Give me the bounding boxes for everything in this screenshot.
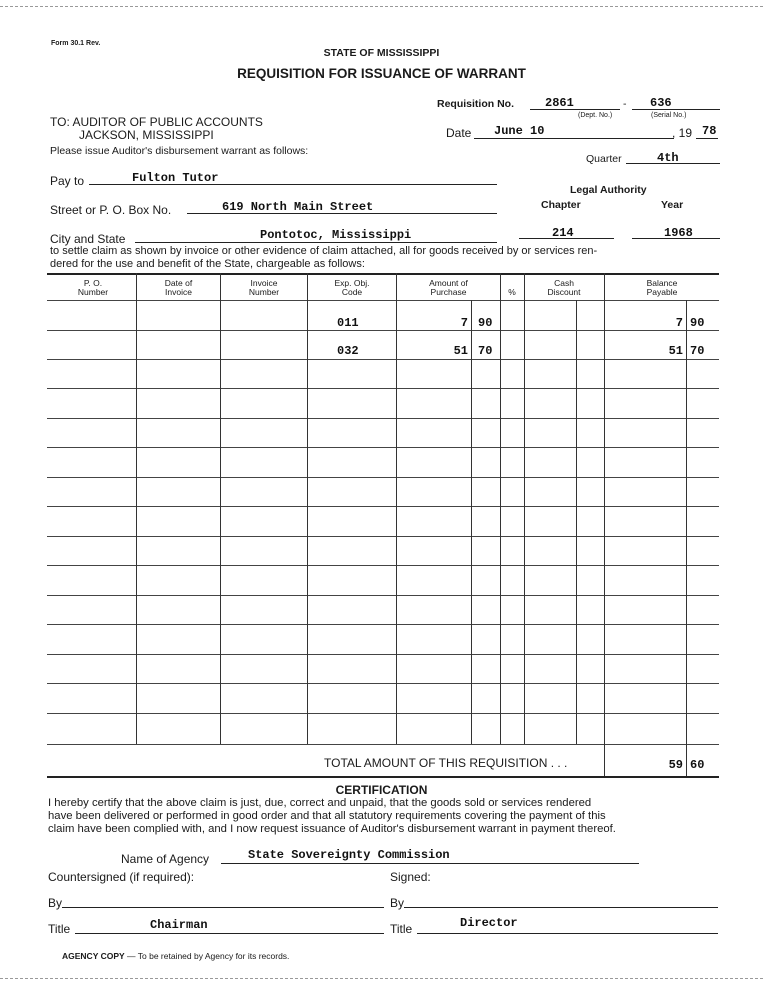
amount-dollars-cell: 7: [460, 316, 468, 330]
row-line: [47, 330, 719, 331]
exp-code-cell: 011: [337, 316, 359, 330]
signed-by-line: [404, 907, 718, 908]
header-balance-payable: Balance Payable: [646, 278, 678, 297]
row-line: [47, 388, 719, 389]
table-top-border: [47, 273, 719, 275]
table-bottom-border: [47, 776, 719, 778]
instruction-text: Please issue Auditor's disbursement warrant as follows:: [50, 145, 309, 157]
signed-title-value: Director: [460, 916, 518, 930]
scan-edge-top: [0, 6, 763, 7]
cents-divider: [576, 300, 577, 744]
city-state-value: Pontotoc, Mississippi: [260, 228, 412, 242]
header-exp-obj-code: Exp. Obj. Code: [334, 278, 370, 297]
column-divider: [307, 273, 308, 744]
quarter-value: 4th: [657, 151, 679, 165]
countersign-by-line: [62, 907, 384, 908]
countersign-by-label: By: [48, 896, 63, 910]
cents-divider: [686, 300, 687, 778]
amount-dollars-cell: 51: [453, 344, 468, 358]
legal-year-value: 1968: [664, 226, 693, 240]
row-line: [47, 654, 719, 655]
footer-note: [62, 951, 289, 961]
row-line: [47, 506, 719, 507]
serial-number: 636: [650, 96, 672, 110]
header-date-of-invoice: Date of Invoice: [164, 278, 193, 297]
requisition-hyphen: -: [623, 98, 627, 110]
signed-title-label: Title: [390, 922, 413, 936]
agency-label: Name of Agency: [121, 852, 210, 866]
countersign-title-label: Title: [48, 922, 71, 936]
settle-text-line-2: dered for the use and benefit of the State, chargeable as follows:: [50, 258, 365, 270]
header-percent: %: [508, 287, 516, 297]
header-bottom-line: [47, 300, 719, 301]
amount-cents-cell: 90: [478, 316, 493, 330]
pay-to-label: Pay to: [50, 174, 85, 188]
year-label: Year: [661, 199, 684, 211]
dept-number: 2861: [545, 96, 574, 110]
amount-cents-cell: 70: [478, 344, 493, 358]
quarter-label: Quarter: [586, 153, 622, 165]
date-line: [474, 138, 674, 139]
row-line: [47, 359, 719, 360]
column-divider: [220, 273, 221, 744]
settle-text-line-1: to settle claim as shown by invoice or other evidence of claim attached, all for goods received by or services ren-: [50, 245, 598, 257]
balance-cents-cell: 70: [690, 344, 705, 358]
signed-label: Signed:: [390, 870, 431, 884]
cents-divider: [471, 300, 472, 744]
balance-dollars-cell: 7: [675, 316, 683, 330]
row-line: [47, 624, 719, 625]
countersign-title-line: [75, 933, 384, 934]
header-cash-discount: Cash Discount: [547, 278, 581, 297]
total-label: TOTAL AMOUNT OF THIS REQUISITION . . .: [324, 756, 568, 770]
row-line: [47, 418, 719, 419]
city-state-line: [135, 242, 497, 243]
legal-authority-heading: Legal Authority: [570, 184, 647, 196]
city-state-label: City and State: [50, 232, 126, 246]
serial-no-line: [632, 109, 720, 110]
year-line: [696, 138, 718, 139]
pay-to-value: Fulton Tutor: [132, 171, 219, 185]
row-line: [47, 595, 719, 596]
date-value: June 10: [494, 124, 545, 138]
signed-by-label: By: [390, 896, 405, 910]
signed-title-line: [417, 933, 718, 934]
row-line: [47, 536, 719, 537]
form-number: Form 30.1 Rev.: [51, 40, 101, 47]
column-divider: [500, 273, 501, 744]
row-line: [47, 683, 719, 684]
balance-cents-cell: 90: [690, 316, 705, 330]
street-label: Street or P. O. Box No.: [50, 203, 172, 217]
row-line: [47, 447, 719, 448]
row-line: [47, 713, 719, 714]
agency-copy-label: AGENCY COPY: [62, 951, 125, 961]
balance-dollars-cell: 51: [668, 344, 683, 358]
agency-value: State Sovereignty Commission: [248, 848, 450, 862]
year-prefix: , 19: [672, 126, 693, 140]
column-divider: [136, 273, 137, 744]
certification-line-3: claim have been complied with, and I now request issuance of Auditor's disbursement warrant in payment thereof.: [48, 823, 616, 835]
dept-no-line: [530, 109, 620, 110]
total-cents: 60: [690, 758, 705, 772]
header-po-number: P. O. Number: [77, 278, 109, 297]
exp-code-cell: 032: [337, 344, 359, 358]
dept-no-caption: (Dept. No.): [578, 112, 613, 119]
addressee-line-1: TO: AUDITOR OF PUBLIC ACCOUNTS: [50, 115, 263, 129]
countersign-title-value: Chairman: [150, 918, 208, 932]
addressee-line-2: JACKSON, MISSISSIPPI: [79, 128, 214, 142]
requisition-label: Requisition No.: [437, 98, 514, 110]
certification-line-2: have been delivered or performed in good order and that all statutory requirements covering the payment of this: [48, 810, 606, 822]
year-value: 78: [702, 124, 717, 138]
column-divider: [524, 273, 525, 744]
countersigned-label: Countersigned (if required):: [48, 870, 195, 884]
agency-line: [221, 863, 639, 864]
chapter-value: 214: [552, 226, 574, 240]
table-body-bottom-line: [47, 744, 719, 745]
date-label: Date: [446, 126, 472, 140]
row-line: [47, 565, 719, 566]
form-title: REQUISITION FOR ISSUANCE OF WARRANT: [237, 66, 526, 81]
certification-line-1: I hereby certify that the above claim is just, due, correct and unpaid, that the goods sold or services rendered: [48, 797, 592, 809]
scan-edge-bottom: [0, 978, 763, 979]
street-value: 619 North Main Street: [222, 200, 374, 214]
total-dollars: 59: [668, 758, 683, 772]
chapter-label: Chapter: [541, 199, 581, 211]
header-invoice-number: Invoice Number: [248, 278, 280, 297]
header-amount-of-purchase: Amount of Purchase: [429, 278, 468, 297]
agency-copy-text: — To be retained by Agency for its records.: [127, 951, 290, 961]
state-heading: STATE OF MISSISSIPPI: [323, 47, 440, 59]
row-line: [47, 477, 719, 478]
serial-no-caption: (Serial No.): [651, 112, 687, 119]
certification-heading: CERTIFICATION: [335, 783, 428, 797]
